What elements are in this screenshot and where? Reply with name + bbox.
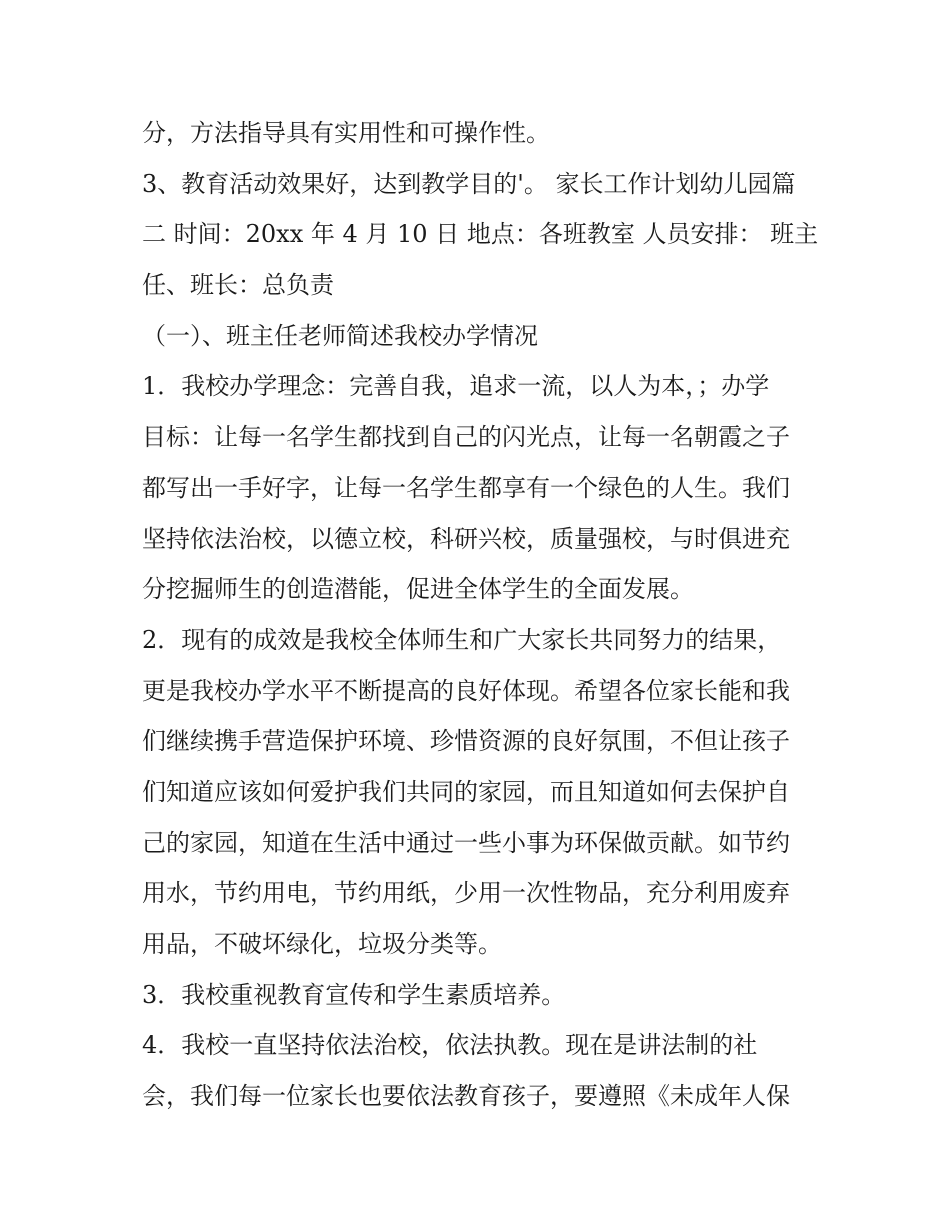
text-line: 3、教育活动效果好，达到教学目的'。 家长工作计划幼儿园篇 [142,169,796,198]
text-line: 目标：让每一名学生都找到自己的闪光点，让每一名朝霞之子 [142,423,790,452]
text-line: 任、班长：总负责 [142,271,334,300]
text-line: 分，方法指导具有实用性和可操作性。 [142,119,550,147]
section-heading: （一）、班主任老师简述我校办学情况 [142,321,538,350]
text-line: 二 时间：20xx 年 4 月 10 日 地点：各班教室 人员安排： 班主 [142,220,819,249]
text-line: 用水，节约用电，节约用纸，少用一次性物品，充分利用废弃 [142,879,790,908]
text-line: 3．我校重视教育宣传和学生素质培养。 [142,980,566,1009]
text-line: 2．现有的成效是我校全体师生和广大家长共同努力的结果， [142,625,782,654]
text-line: 坚持依法治校，以德立校，科研兴校，质量强校，与时俱进充 [142,524,790,553]
text-line: 们继续携手营造保护环境、珍惜资源的良好氛围，不但让孩子 [142,727,790,756]
text-line: 4．我校一直坚持依法治校，依法执教。现在是讲法制的社 [142,1031,758,1060]
text-line: 己的家园，知道在生活中通过一些小事为环保做贡献。如节约 [142,828,790,857]
text-line: 更是我校办学水平不断提高的良好体现。希望各位家长能和我 [142,676,790,705]
text-line: 都写出一手好字，让每一名学生都享有一个绿色的人生。我们 [142,473,790,502]
text-line: 用品，不破坏绿化，垃圾分类等。 [142,930,502,958]
text-line: 会，我们每一位家长也要依法教育孩子，要遵照《未成年人保 [142,1082,790,1111]
text-line: 们知道应该如何爱护我们共同的家园，而且知道如何去保护自 [142,777,790,806]
text-line: 1．我校办学理念：完善自我，追求一流，以人为本，；办学 [142,372,770,401]
text-line: 分挖掘师生的创造潜能，促进全体学生的全面发展。 [142,575,694,604]
document-body [142,108,822,1122]
